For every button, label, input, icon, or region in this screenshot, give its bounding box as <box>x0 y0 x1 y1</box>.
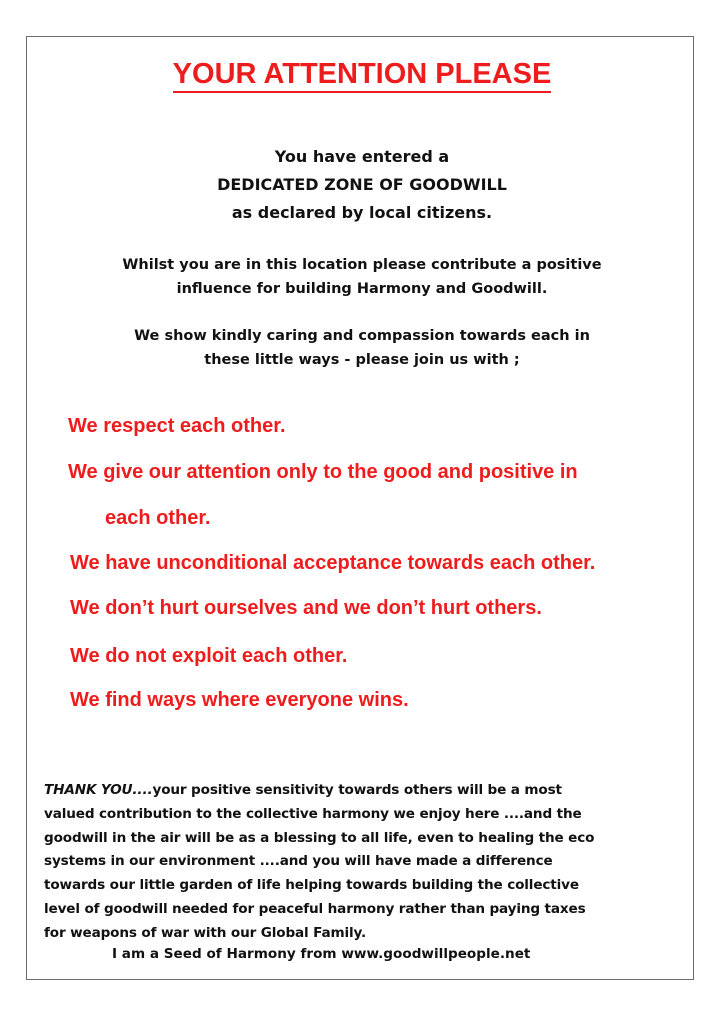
pledge-everyone-wins: We find ways where everyone wins. <box>70 689 409 711</box>
thank-you-label: THANK YOU.... <box>44 782 153 798</box>
closing-line-6: level of goodwill needed for peaceful harmony rather than paying taxes <box>44 901 586 917</box>
kindly-line-1: We show kindly caring and compassion towards each in <box>134 328 590 344</box>
kindly-line-2: these little ways - please join us with ; <box>204 352 520 368</box>
poster-heading: YOUR ATTENTION PLEASE <box>0 58 724 91</box>
signature-line: I am a Seed of Harmony from www.goodwillpeople.net <box>112 946 531 962</box>
pledge-attention: We give our attention only to the good and positive in <box>68 461 578 483</box>
closing-line-1: THANK YOU....your positive sensitivity towards others will be a most <box>44 782 562 798</box>
pledge-acceptance: We have unconditional acceptance towards each other. <box>70 552 596 574</box>
whilst-line-1: Whilst you are in this location please contribute a positive <box>122 257 602 273</box>
closing-line-3: goodwill in the air will be as a blessing to all life, even to healing the eco <box>44 830 595 846</box>
intro-line-3: as declared by local citizens. <box>231 203 493 222</box>
intro-line-2: DEDICATED ZONE OF GOODWILL <box>217 175 507 194</box>
closing-line-7: for weapons of war with our Global Family. <box>44 925 367 941</box>
pledge-attention-cont: each other. <box>105 507 211 529</box>
pledge-no-exploit: We do not exploit each other. <box>70 645 348 667</box>
pledge-no-hurt: We don’t hurt ourselves and we don’t hurt others. <box>70 597 542 619</box>
closing-line-2: valued contribution to the collective harmony we enjoy here ....and the <box>44 806 582 822</box>
intro-line-1: You have entered a <box>274 147 450 166</box>
closing-line-5: towards our little garden of life helping towards building the collective <box>44 877 579 893</box>
whilst-line-2: influence for building Harmony and Goodwill. <box>176 281 548 297</box>
closing-line-4: systems in our environment ....and you will have made a difference <box>44 853 553 869</box>
pledge-respect: We respect each other. <box>68 415 286 437</box>
